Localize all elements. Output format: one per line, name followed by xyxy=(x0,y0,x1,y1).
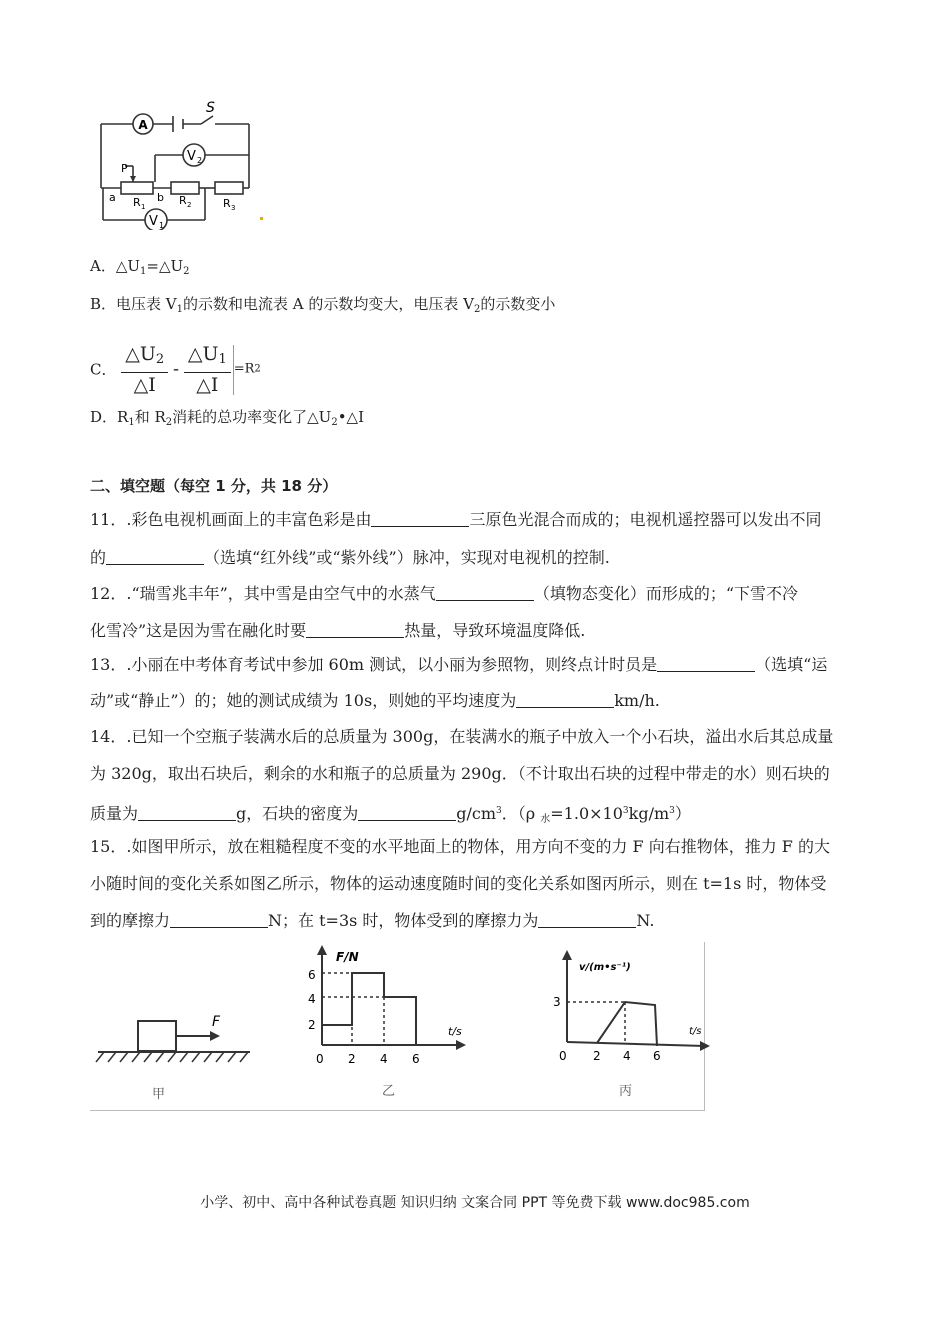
blank-q15-2[interactable] xyxy=(538,911,636,928)
question-14-line-3: 质量为 g，石块的密度为 $g/cm^3$．（ρ $_水=1.0\times 10^3kg/m^3$） xyxy=(90,804,691,825)
bing-xtick-4: 4 xyxy=(623,1049,631,1063)
option-c: C． $\frac{\triangle U_2}{\triangle I}$ - $\frac{\triangle U_1}{\triangle I}$ =R2 xyxy=(90,343,261,396)
page-footer: 小学、初中、高中各种试卷真题 知识归纳 文案合同 PPT 等免费下载 www.doc985.com xyxy=(200,1195,750,1211)
question-15-line-1: 15．.如图甲所示，放在粗糙程度不变的水平地面上的物体，用方向不变的力 F 向右推物体，推力 F 的大 xyxy=(90,837,830,856)
figure-jia xyxy=(92,990,262,1105)
yi-ytick-6: 6 xyxy=(308,968,316,982)
caption-bing: 丙 xyxy=(619,1084,633,1099)
blank-q13-2[interactable] xyxy=(516,691,614,708)
switch-label: S xyxy=(206,100,215,116)
bing-xtick-2: 2 xyxy=(593,1049,601,1063)
caption-yi: 乙 xyxy=(382,1084,396,1099)
question-15-line-2: 小随时间的变化关系如图乙所示，物体的运动速度随时间的变化关系如图丙所示，则在 t=1s 时，物体受 xyxy=(90,874,827,893)
bing-xlabel: t/s xyxy=(689,1026,702,1037)
v2-label: V xyxy=(187,149,196,164)
fraction-du1-di: $\frac{\triangle U_1}{\triangle I}$ xyxy=(184,342,231,397)
question-11-line-1: 11．.彩色电视机画面上的丰富色彩是由 三原色光混合而成的；电视机遥控器可以发出不同 xyxy=(90,510,822,529)
figure-yi xyxy=(300,945,470,1105)
v2-sub: 2 xyxy=(197,156,203,165)
bing-ytick-3: 3 xyxy=(553,995,561,1009)
option-a: A．$\triangle U_1=\triangle U_2$ xyxy=(90,257,190,277)
point-a-label: a xyxy=(109,191,116,204)
blank-q14-1[interactable] xyxy=(138,804,236,821)
yi-xtick-2: 2 xyxy=(348,1052,356,1066)
question-15-line-3: 到的摩擦力 N；在 t=3s 时，物体受到的摩擦力为 N. xyxy=(90,911,655,930)
v1-label: V xyxy=(149,214,158,229)
question-12-line-2: 化雪冷”这是因为雪在融化时要 热量，导致环境温度降低. xyxy=(90,621,586,640)
yi-xlabel: t/s xyxy=(448,1025,462,1038)
bing-xtick-0: 0 xyxy=(559,1049,567,1063)
question-11-line-2: 的 （选填“红外线”或“紫外线”）脉冲，实现对电视机的控制. xyxy=(90,548,610,567)
r1-sub: 1 xyxy=(141,203,146,211)
yi-xtick-0: 0 xyxy=(316,1052,324,1066)
r3-label: R xyxy=(223,197,231,210)
circuit-diagram xyxy=(95,100,270,230)
blank-q12-2[interactable] xyxy=(306,621,404,638)
ammeter-label: A xyxy=(138,118,148,132)
question-14-line-1: 14．.已知一个空瓶子装满水后的总质量为 300g，在装满水的瓶子中放入一个小石块，溢出水后其总成量 xyxy=(90,727,834,746)
bing-xtick-6: 6 xyxy=(653,1049,661,1063)
question-13-line-2: 动”或“静止”）的；她的测试成绩为 10s，则她的平均速度为 km/h. xyxy=(90,691,660,710)
force-label: F xyxy=(212,1014,221,1030)
slider-p-label: P xyxy=(121,162,128,175)
option-b: B．电压表 $V_1$的示数和电流表 A 的示数均变大，电压表 $V_2$的示数变小 xyxy=(90,295,556,315)
blank-q14-2[interactable] xyxy=(358,804,456,821)
yi-ytick-2: 2 xyxy=(308,1018,316,1032)
yi-xtick-6: 6 xyxy=(412,1052,420,1066)
bing-ylabel: v/(m•s⁻¹) xyxy=(579,962,631,973)
blank-q13-1[interactable] xyxy=(657,655,755,672)
blank-q11-1[interactable] xyxy=(371,510,469,527)
r2-sub: 2 xyxy=(187,201,192,209)
question-13-line-1: 13．.小丽在中考体育考试中参加 60m 测试，以小丽为参照物，则终点计时员是 （选填“运 xyxy=(90,655,828,674)
blank-q12-1[interactable] xyxy=(436,584,534,601)
r1-label: R xyxy=(133,196,141,209)
question-12-line-1: 12．.“瑞雪兆丰年”，其中雪是由空气中的水蒸气 （填物态变化）而形成的；“下雪不冷 xyxy=(90,584,798,603)
blank-q11-2[interactable] xyxy=(106,548,204,565)
r3-sub: 3 xyxy=(231,204,236,212)
yi-ylabel: F/N xyxy=(336,950,359,964)
yi-ytick-4: 4 xyxy=(308,992,316,1006)
yi-xtick-4: 4 xyxy=(380,1052,388,1066)
figure-bing xyxy=(545,950,715,1105)
section-title: 二、填空题（每空 1 分，共 18 分） xyxy=(90,477,338,495)
r2-label: R xyxy=(179,194,187,207)
v1-sub: 1 xyxy=(159,221,165,230)
question-14-line-2: 为 320g，取出石块后，剩余的水和瓶子的总质量为 290g．（不计取出石块的过程中带走的水）则石块的 xyxy=(90,764,830,783)
caption-jia: 甲 xyxy=(152,1087,166,1102)
blank-q15-1[interactable] xyxy=(170,911,268,928)
option-d: D．$R_1$和 $R_2$消耗的总功率变化了$\triangle U_2•\triangle I$ xyxy=(90,408,365,428)
point-b-label: b xyxy=(157,191,164,204)
fraction-du2-di: $\frac{\triangle U_2}{\triangle I}$ xyxy=(121,342,168,397)
